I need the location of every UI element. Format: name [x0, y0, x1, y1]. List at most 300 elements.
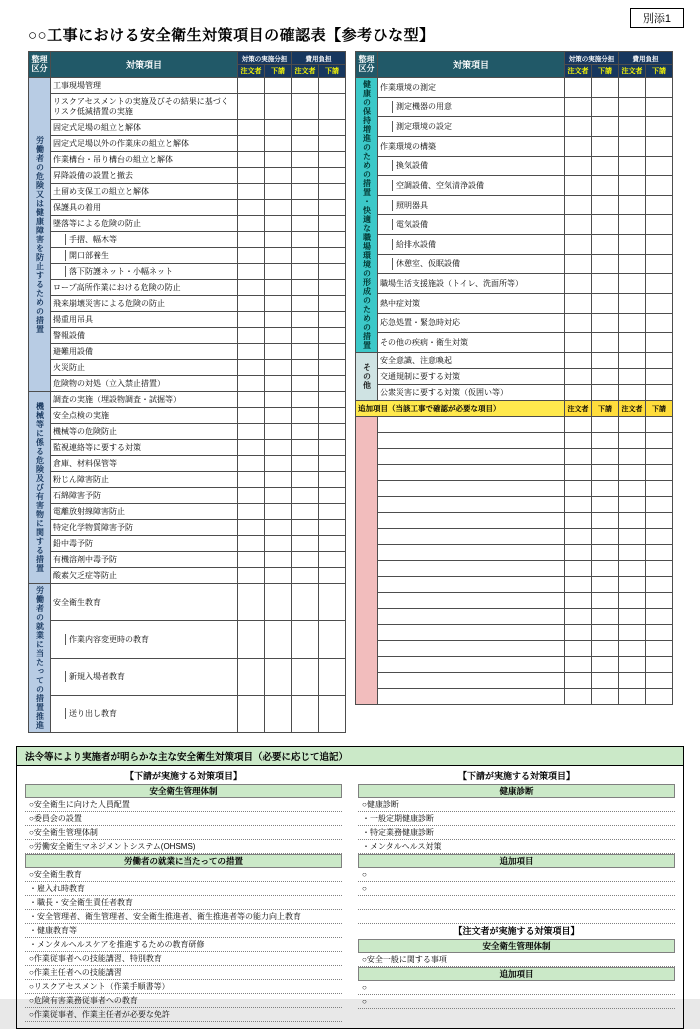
value-cell [319, 216, 346, 232]
value-cell [592, 136, 619, 156]
value-cell [319, 344, 346, 360]
value-cell [319, 120, 346, 136]
item-label: 測定機器の用意 [392, 101, 564, 112]
value-cell [319, 456, 346, 472]
value-cell [619, 136, 646, 156]
value-cell [265, 312, 292, 328]
header-orderer: 注文者 [565, 65, 592, 78]
item-cell [51, 248, 238, 264]
header-subcontractor: 下請 [319, 65, 346, 78]
value-cell [238, 264, 265, 280]
value-cell [646, 294, 673, 314]
value-cell [646, 593, 673, 609]
item-cell: 安全点検の実施 [51, 408, 238, 424]
value-cell [292, 200, 319, 216]
item-cell: 監視連絡等に要する対策 [51, 440, 238, 456]
value-cell [646, 313, 673, 333]
statutory-category-band: 安全衛生管理体制 [358, 939, 675, 953]
table-row [29, 360, 346, 376]
item-cell: 作業構台・吊り構台の組立と解体 [51, 152, 238, 168]
category-cell: 労働者の危険又は健康障害を防止するための措置 [29, 78, 51, 392]
value-cell [565, 481, 592, 497]
item-cell: 倉庫、材料保管等 [51, 456, 238, 472]
checklist-table-right [355, 51, 673, 705]
value-cell [238, 280, 265, 296]
statutory-group-header: 【注文者が実施する対策項目】 [453, 926, 580, 936]
value-cell [646, 641, 673, 657]
value-cell [292, 264, 319, 280]
value-cell [592, 369, 619, 385]
value-cell [565, 274, 592, 294]
statutory-item: ・特定業務健康診断 [358, 826, 675, 840]
value-cell [238, 136, 265, 152]
value-cell [238, 152, 265, 168]
value-cell [265, 280, 292, 296]
empty-row [356, 417, 673, 433]
statutory-section-title: 法令等により実施者が明らかな主な安全衛生対策項目（必要に応じて追記） [17, 747, 683, 766]
additional-header-orderer: 注文者 [619, 401, 646, 417]
value-cell [292, 168, 319, 184]
table-row [356, 369, 673, 385]
table-row [356, 294, 673, 314]
value-cell [292, 584, 319, 621]
table-header [356, 52, 673, 78]
value-cell [646, 235, 673, 255]
value-cell [265, 520, 292, 536]
value-cell [619, 545, 646, 561]
table-row [356, 215, 673, 235]
table-row [29, 440, 346, 456]
value-cell [619, 353, 646, 369]
table-row [29, 456, 346, 472]
item-cell [51, 695, 238, 732]
value-cell [238, 296, 265, 312]
empty-row [356, 689, 673, 705]
additional-header-subcontractor: 下請 [592, 401, 619, 417]
value-cell [265, 584, 292, 621]
empty-row [356, 433, 673, 449]
value-cell [592, 433, 619, 449]
value-cell [646, 545, 673, 561]
value-cell [565, 689, 592, 705]
item-cell [51, 658, 238, 695]
table-row [356, 78, 673, 98]
value-cell [619, 657, 646, 673]
value-cell [592, 625, 619, 641]
additional-header-subcontractor: 下請 [646, 401, 673, 417]
value-cell [619, 417, 646, 433]
value-cell [565, 577, 592, 593]
header-category: 整理区分 [356, 52, 378, 78]
table-row [29, 232, 346, 248]
item-cell-empty [378, 417, 565, 433]
header-subcontractor: 下請 [265, 65, 292, 78]
value-cell [565, 545, 592, 561]
value-cell [292, 440, 319, 456]
value-cell [646, 254, 673, 274]
value-cell [592, 117, 619, 137]
value-cell [238, 408, 265, 424]
value-cell [592, 641, 619, 657]
value-cell [319, 248, 346, 264]
item-cell-empty [378, 577, 565, 593]
value-cell [319, 472, 346, 488]
value-cell [646, 353, 673, 369]
value-cell [565, 657, 592, 673]
statutory-item: ・メンタルヘルス対策 [358, 840, 675, 854]
header-item: 対策項目 [378, 52, 565, 78]
value-cell [319, 488, 346, 504]
header-orderer: 注文者 [292, 65, 319, 78]
item-cell [378, 117, 565, 137]
value-cell [592, 353, 619, 369]
statutory-item: ○ [358, 868, 675, 882]
value-cell [319, 328, 346, 344]
item-cell: 飛来崩壊災害による危険の防止 [51, 296, 238, 312]
table-row [29, 520, 346, 536]
value-cell [319, 536, 346, 552]
statutory-item: ○安全一般に関する事項 [358, 953, 675, 967]
value-cell [319, 376, 346, 392]
value-cell [646, 385, 673, 401]
item-cell [51, 264, 238, 280]
value-cell [565, 294, 592, 314]
statutory-item: ○安全衛生管理体制 [25, 826, 342, 840]
table-row [29, 136, 346, 152]
value-cell [619, 529, 646, 545]
value-cell [619, 513, 646, 529]
value-cell [292, 658, 319, 695]
item-cell: 熱中症対策 [378, 294, 565, 314]
value-cell [319, 168, 346, 184]
value-cell [565, 449, 592, 465]
statutory-group-header: 【下請が実施する対策項目】 [124, 771, 242, 781]
value-cell [646, 609, 673, 625]
value-cell [238, 695, 265, 732]
page-title: ○○工事における安全衛生対策項目の確認表【参考ひな型】 [28, 27, 435, 44]
item-cell [378, 97, 565, 117]
value-cell [292, 296, 319, 312]
value-cell [238, 184, 265, 200]
item-cell: 職場生活支援施設（トイレ、洗面所等） [378, 274, 565, 294]
statutory-item: ○安全衛生教育 [25, 868, 342, 882]
item-cell: 酸素欠乏症等防止 [51, 568, 238, 584]
value-cell [319, 94, 346, 120]
value-cell [565, 313, 592, 333]
value-cell [319, 520, 346, 536]
value-cell [619, 117, 646, 137]
table-row [356, 97, 673, 117]
value-cell [619, 577, 646, 593]
value-cell [265, 78, 292, 94]
value-cell [646, 97, 673, 117]
value-cell [319, 504, 346, 520]
item-label: 電気設備 [392, 219, 564, 230]
value-cell [565, 215, 592, 235]
table-row [29, 424, 346, 440]
item-cell: 固定式足場以外の作業床の組立と解体 [51, 136, 238, 152]
value-cell [619, 156, 646, 176]
checklist-table-left [28, 51, 346, 733]
value-cell [292, 472, 319, 488]
value-cell [565, 176, 592, 196]
value-cell [592, 235, 619, 255]
item-cell [51, 621, 238, 658]
empty-row [356, 545, 673, 561]
value-cell [592, 673, 619, 689]
value-cell [292, 392, 319, 408]
value-cell [619, 561, 646, 577]
value-cell [265, 552, 292, 568]
statutory-column-left [25, 769, 342, 1022]
value-cell [292, 344, 319, 360]
table-row [29, 584, 346, 621]
statutory-empty-line [358, 910, 675, 924]
value-cell [265, 152, 292, 168]
value-cell [319, 552, 346, 568]
value-cell [319, 408, 346, 424]
value-cell [292, 152, 319, 168]
item-label: 送り出し教育 [65, 708, 237, 719]
statutory-group-header: 【下請が実施する対策項目】 [457, 771, 575, 781]
value-cell [238, 504, 265, 520]
value-cell [265, 472, 292, 488]
table-row [356, 117, 673, 137]
value-cell [619, 609, 646, 625]
statutory-category-band: 追加項目 [358, 854, 675, 868]
value-cell [265, 296, 292, 312]
header-subcontractor: 下請 [646, 65, 673, 78]
item-cell [378, 156, 565, 176]
statutory-item: ○委員会の設置 [25, 812, 342, 826]
value-cell [319, 392, 346, 408]
value-cell [592, 529, 619, 545]
statutory-item: ○ [358, 995, 675, 1009]
value-cell [292, 232, 319, 248]
header-cost: 費用負担 [619, 52, 673, 65]
empty-row [356, 577, 673, 593]
table-row [29, 328, 346, 344]
value-cell [619, 673, 646, 689]
table-row [29, 168, 346, 184]
value-cell [565, 156, 592, 176]
value-cell [238, 536, 265, 552]
value-cell [565, 609, 592, 625]
item-cell-empty [378, 529, 565, 545]
statutory-item: ・職長・安全衛生責任者教育 [25, 896, 342, 910]
value-cell [592, 294, 619, 314]
value-cell [292, 552, 319, 568]
value-cell [238, 424, 265, 440]
item-label: 換気設備 [392, 160, 564, 171]
table-row [29, 344, 346, 360]
value-cell [238, 658, 265, 695]
item-cell: 調査の実施（埋設物調査・試掘等） [51, 392, 238, 408]
value-cell [238, 584, 265, 621]
value-cell [265, 695, 292, 732]
value-cell [592, 449, 619, 465]
item-cell-empty [378, 625, 565, 641]
value-cell [292, 280, 319, 296]
value-cell [646, 433, 673, 449]
value-cell [292, 536, 319, 552]
table-row [356, 136, 673, 156]
table-row [29, 536, 346, 552]
value-cell [592, 417, 619, 433]
value-cell [238, 488, 265, 504]
value-cell [646, 561, 673, 577]
table-row [356, 195, 673, 215]
header-implementation: 対策の実施分担 [238, 52, 292, 65]
item-cell-empty [378, 497, 565, 513]
value-cell [592, 215, 619, 235]
value-cell [592, 545, 619, 561]
value-cell [319, 184, 346, 200]
table-row [29, 376, 346, 392]
value-cell [592, 254, 619, 274]
value-cell [319, 695, 346, 732]
value-cell [292, 568, 319, 584]
item-cell: 粉じん障害防止 [51, 472, 238, 488]
statutory-category-band: 追加項目 [358, 967, 675, 981]
item-cell: 石綿障害予防 [51, 488, 238, 504]
value-cell [646, 673, 673, 689]
value-cell [265, 200, 292, 216]
value-cell [238, 344, 265, 360]
statutory-item: ・雇入れ時教育 [25, 882, 342, 896]
value-cell [319, 280, 346, 296]
value-cell [265, 376, 292, 392]
statutory-item: ○リスクアセスメント（作業手順書等） [25, 980, 342, 994]
statutory-item: ○ [358, 882, 675, 896]
empty-row [356, 465, 673, 481]
value-cell [238, 392, 265, 408]
item-cell: 保護具の着用 [51, 200, 238, 216]
table-row [29, 312, 346, 328]
value-cell [619, 625, 646, 641]
value-cell [292, 695, 319, 732]
item-cell-empty [378, 561, 565, 577]
item-cell-empty [378, 545, 565, 561]
value-cell [592, 195, 619, 215]
value-cell [319, 584, 346, 621]
table-row [29, 695, 346, 732]
item-cell-empty [378, 513, 565, 529]
table-row [29, 120, 346, 136]
value-cell [646, 625, 673, 641]
value-cell [565, 333, 592, 353]
value-cell [238, 440, 265, 456]
item-cell: 交通規制に要する対策 [378, 369, 565, 385]
value-cell [292, 456, 319, 472]
table-row [29, 216, 346, 232]
value-cell [565, 136, 592, 156]
value-cell [565, 369, 592, 385]
value-cell [238, 552, 265, 568]
value-cell [265, 536, 292, 552]
category-cell: その他 [356, 353, 378, 401]
item-cell: 応急処置・緊急時対応 [378, 313, 565, 333]
table-row [29, 408, 346, 424]
statutory-item: ・メンタルヘルスケアを推進するための教育研修 [25, 938, 342, 952]
value-cell [619, 313, 646, 333]
item-cell: 有機溶剤中毒予防 [51, 552, 238, 568]
statutory-item: ○作業主任者への技能講習 [25, 966, 342, 980]
statutory-items-section [16, 746, 684, 1029]
value-cell [565, 497, 592, 513]
empty-row [356, 673, 673, 689]
statutory-item: ・安全管理者、衛生管理者、安全衛生推進者、衛生推進者等の能力向上教育 [25, 910, 342, 924]
value-cell [265, 488, 292, 504]
empty-row [356, 481, 673, 497]
value-cell [238, 200, 265, 216]
item-label: 給排水設備 [392, 239, 564, 250]
value-cell [646, 657, 673, 673]
category-cell: 労働者の就業に当たっての措置推進 [29, 584, 51, 733]
table-row [29, 248, 346, 264]
table-row [356, 333, 673, 353]
table-row [29, 78, 346, 94]
header-category: 整理区分 [29, 52, 51, 78]
item-cell: 鉛中毒予防 [51, 536, 238, 552]
value-cell [292, 424, 319, 440]
value-cell [592, 593, 619, 609]
value-cell [319, 440, 346, 456]
value-cell [265, 94, 292, 120]
item-cell: 揚重用吊具 [51, 312, 238, 328]
value-cell [265, 328, 292, 344]
value-cell [646, 481, 673, 497]
value-cell [292, 488, 319, 504]
value-cell [646, 156, 673, 176]
empty-row [356, 561, 673, 577]
value-cell [265, 456, 292, 472]
item-cell: 機械等の危険防止 [51, 424, 238, 440]
value-cell [592, 577, 619, 593]
value-cell [565, 561, 592, 577]
value-cell [292, 184, 319, 200]
value-cell [265, 408, 292, 424]
value-cell [238, 94, 265, 120]
value-cell [619, 333, 646, 353]
item-cell: 土留め支保工の組立と解体 [51, 184, 238, 200]
table-row [29, 621, 346, 658]
value-cell [592, 561, 619, 577]
table-row [29, 504, 346, 520]
value-cell [619, 254, 646, 274]
item-cell: その他の疾病・衛生対策 [378, 333, 565, 353]
value-cell [238, 376, 265, 392]
table-row [356, 353, 673, 369]
value-cell [592, 513, 619, 529]
item-cell: 火災防止 [51, 360, 238, 376]
table-row [29, 94, 346, 120]
item-cell-empty [378, 673, 565, 689]
value-cell [565, 593, 592, 609]
checklist-tables [28, 51, 686, 733]
table-row [356, 313, 673, 333]
value-cell [565, 673, 592, 689]
value-cell [319, 136, 346, 152]
value-cell [619, 465, 646, 481]
statutory-column-right [358, 769, 675, 1022]
value-cell [265, 136, 292, 152]
value-cell [319, 296, 346, 312]
statutory-empty-line [358, 896, 675, 910]
header-implementation: 対策の実施分担 [565, 52, 619, 65]
value-cell [238, 232, 265, 248]
value-cell [292, 120, 319, 136]
